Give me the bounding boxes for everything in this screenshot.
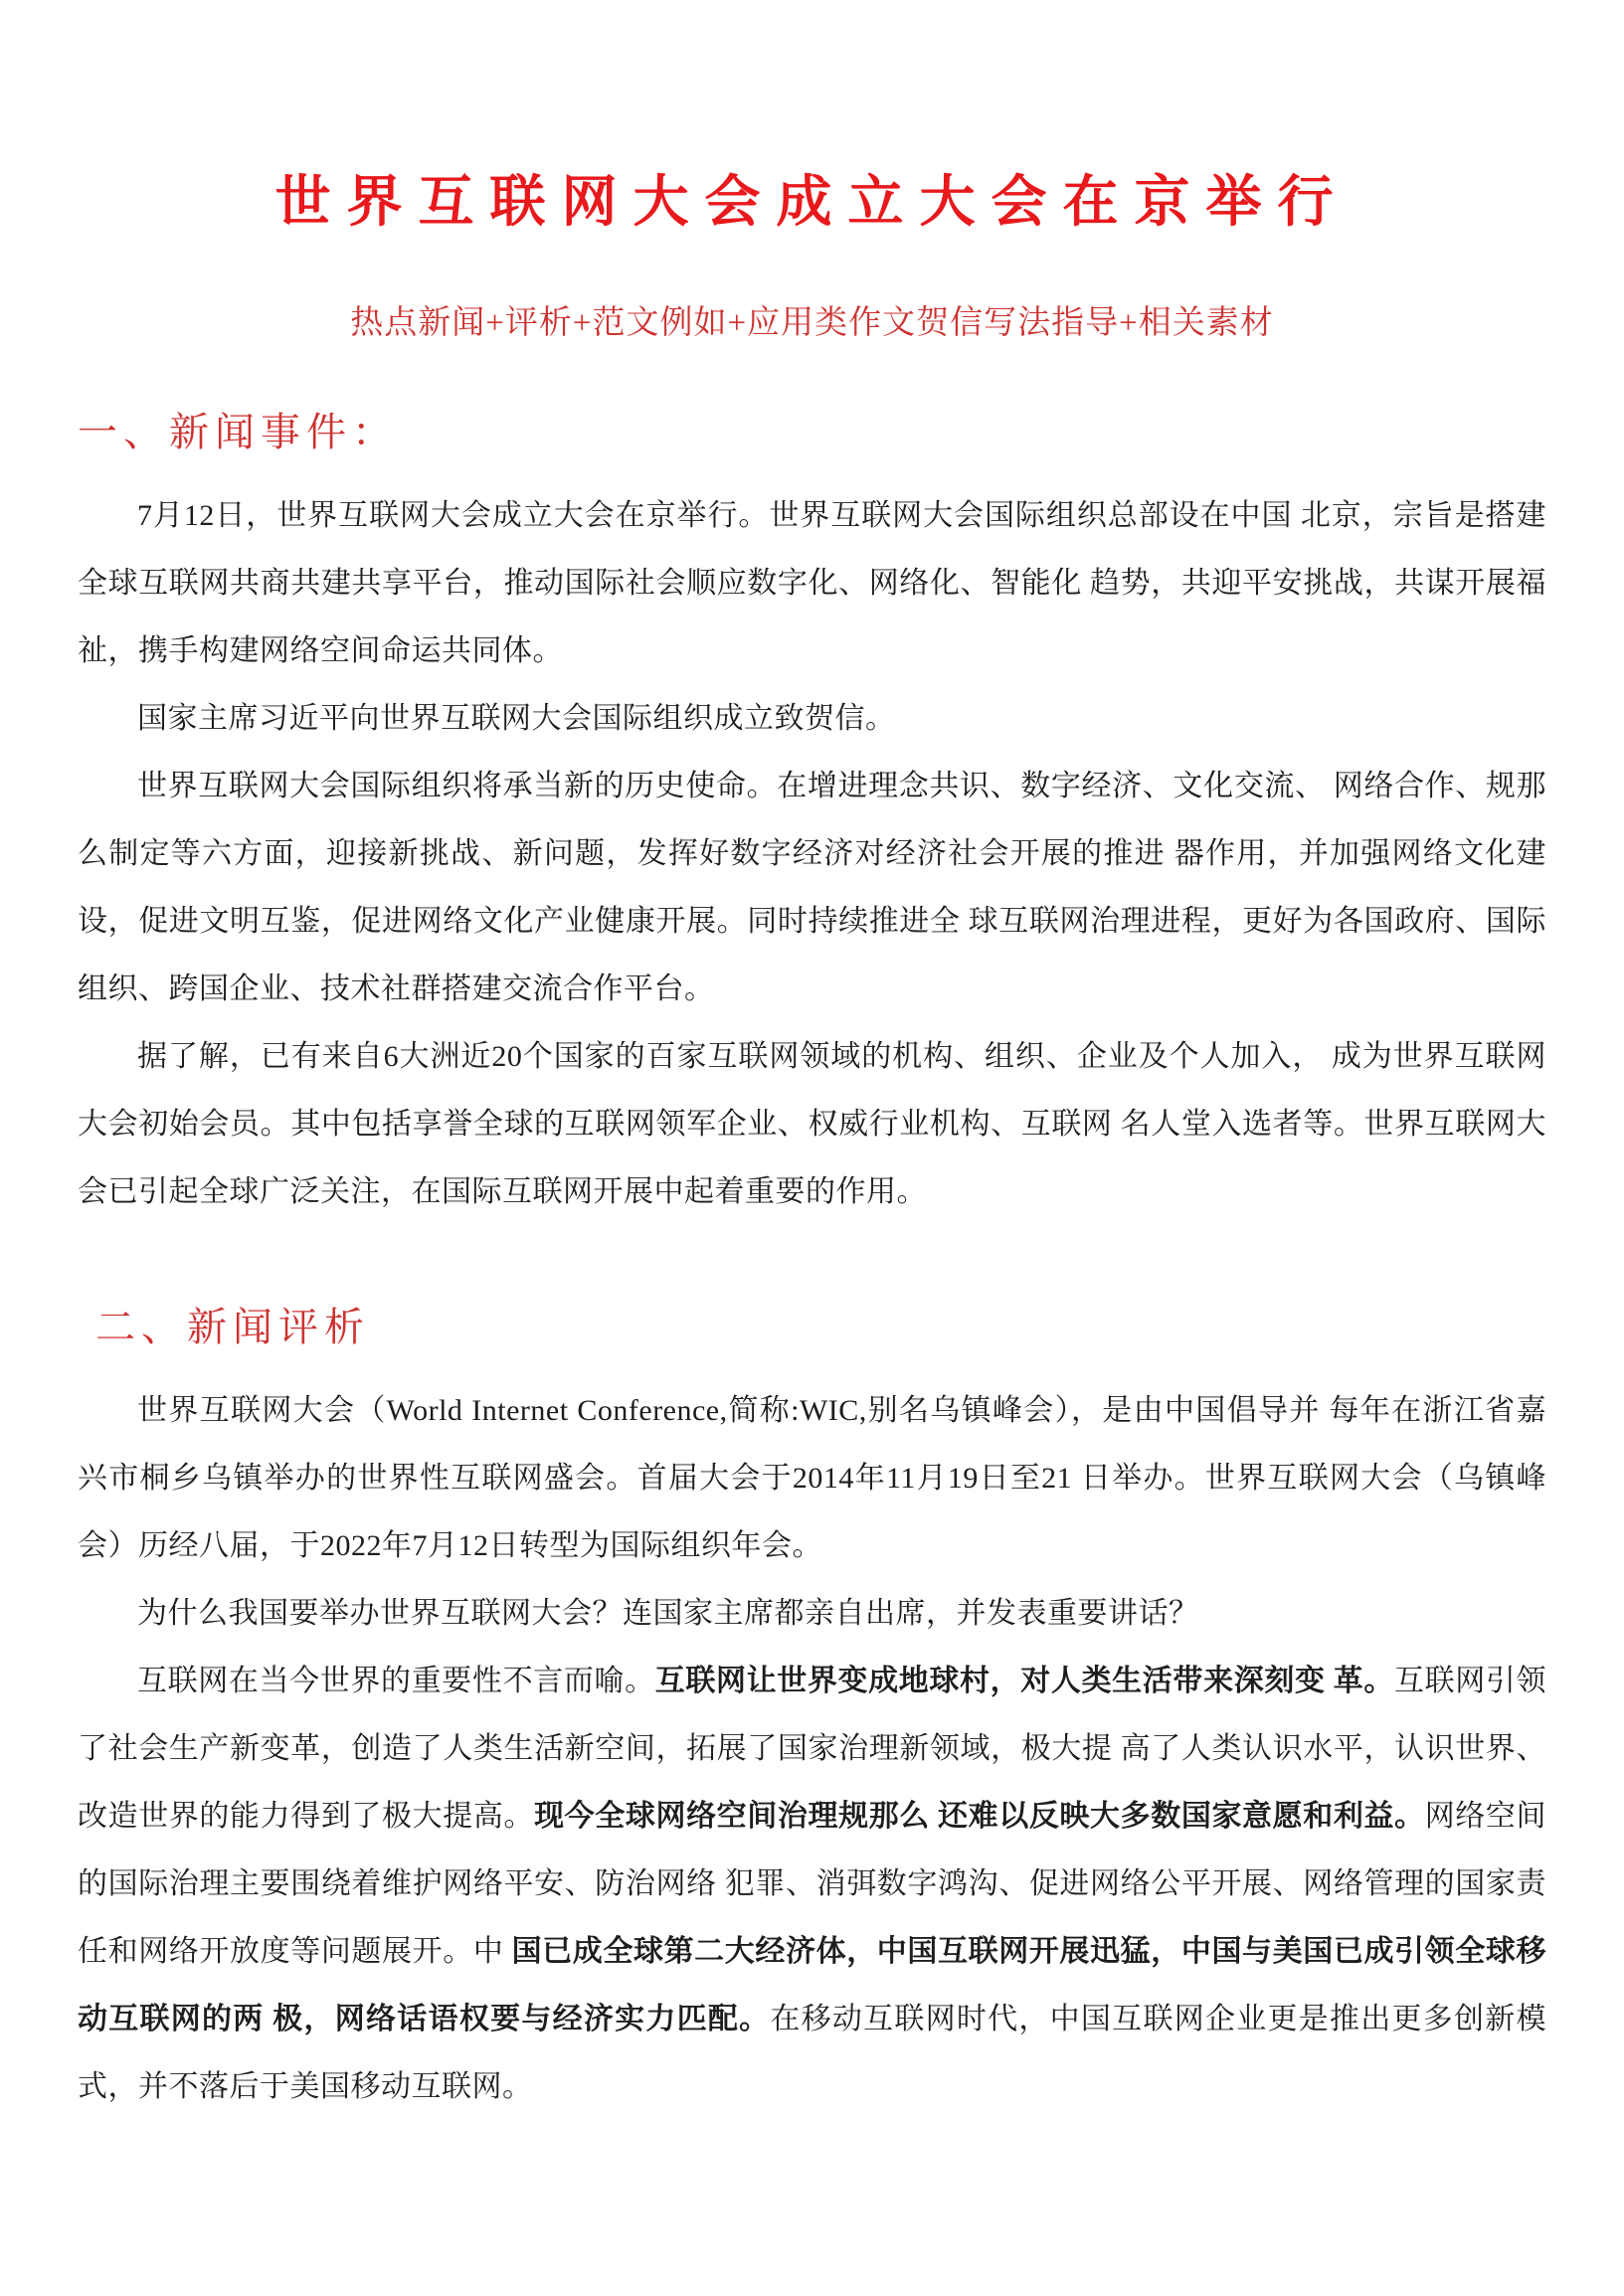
section-heading-news-event: 一、新闻事件：: [78, 409, 398, 454]
document-body: [78, 407, 1546, 2121]
section-heading-news-analysis: 二、新闻评析: [95, 1304, 370, 1349]
paragraph-news-3: 世界互联网大会国际组织将承当新的历史使命。在增进理念共识、数字经济、文化交流、 网络合作、规那么制定等六方面，迎接新挑战、新问题，发挥好数字经济对经济社会开展的推进 器作用，并加强网络文化建设，促进文明互鉴，促进网络文化产业健康开展。同时持续推进全 球互联网治理进程，更好为各国政府、国际组织、跨国企业、技术社群搭建交流合作平台。: [78, 769, 1546, 1005]
page-subtitle: 热点新闻+评析+范文例如+应用类作文贺信写法指导+相关素材: [350, 305, 1274, 341]
paragraph-news-2: 国家主席习近平向世界互联网大会国际组织成立致贺信。: [137, 701, 896, 735]
paragraph-analysis-3-rich: 互联网在当今世界的重要性不言而喻。互联网让世界变成地球村，对人类生活带来深刻变 革。互联网引领了社会生产新变革，创造了人类生活新空间，拓展了国家治理新领域，极大提 高了人类认识水平，认识世界、改造世界的能力得到了极大提高。现今全球网络空间治理规那么 还难以反映大多数国家意愿和利益。网络空间的国际治理主要围绕着维护网络平安、防治网络 犯罪、消弭数字鸿沟、促进网络公平开展、网络管理的国家责任和网络开放度等问题展开。中 国已成全球第二大经济体，中国互联网开展迅猛，中国与美国已成引领全球移动互联网的两 极，网络话语权要与经济实力匹配。在移动互联网时代，中国互联网企业更是推出更多创新模 式，并不落后于美国移动互联网。: [78, 1664, 1547, 2103]
paragraph-news-4: 据了解，已有来自6大洲近20个国家的百家互联网领域的机构、组织、企业及个人加入， 成为世界互联网大会初始会员。其中包括享誉全球的互联网领军企业、权威行业机构、互联网 名人堂入选者等。世界互联网大会已引起全球广泛关注，在国际互联网开展中起着重要的作用。: [78, 1039, 1546, 1208]
paragraph-news-1: 7月12日，世界互联网大会成立大会在京举行。世界互联网大会国际组织总部设在中国 北京，宗旨是搭建全球互联网共商共建共享平台，推动国际社会顺应数字化、网络化、智能化 趋势，共迎平安挑战，共谋开展福祉，携手构建网络空间命运共同体。: [78, 498, 1546, 667]
page-title: 世界互联网大会成立大会在京举行: [274, 170, 1350, 233]
paragraph-analysis-1: 世界互联网大会（World Internet Conference,简称:WIC,别名乌镇峰会），是由中国倡导并 每年在浙江省嘉兴市桐乡乌镇举办的世界性互联网盛会。首届大会于2014年11月19日至21 日举办。世界互联网大会（乌镇峰会）历经八届，于2022年7月12日转型为国际组织年会。: [78, 1393, 1546, 1562]
paragraph-analysis-2: 为什么我国要举办世界互联网大会？连国家主席都亲自出席，并发表重要讲话？: [137, 1596, 1199, 1630]
